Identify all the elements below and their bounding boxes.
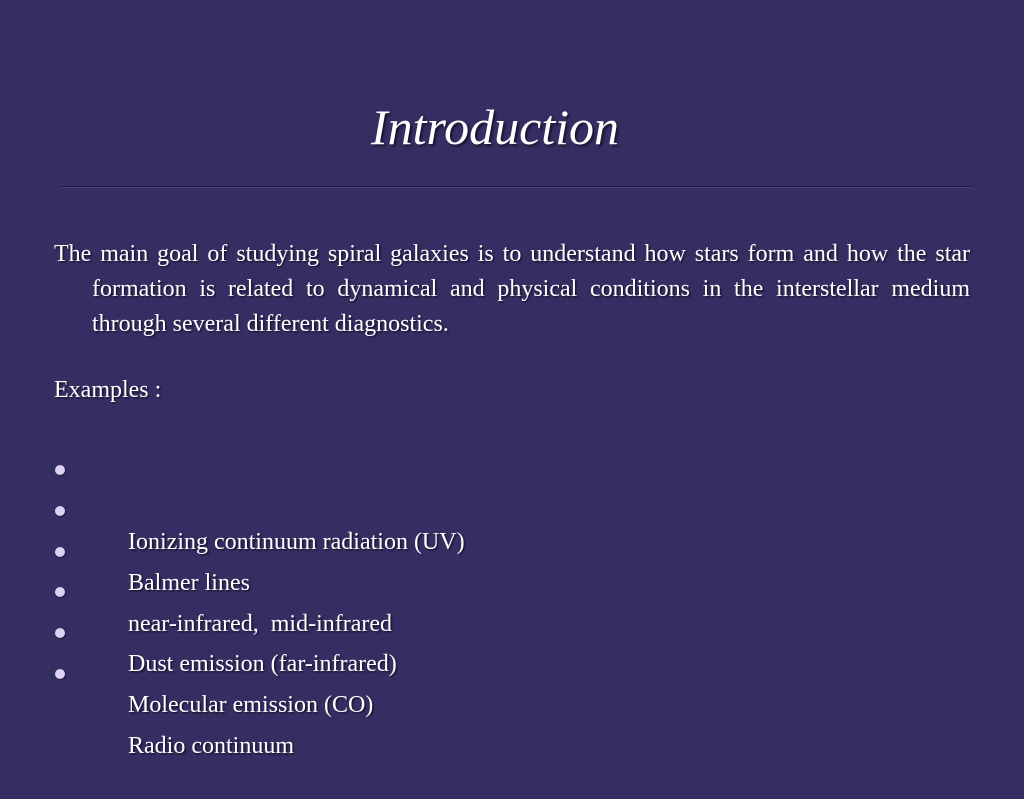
bullet-icon	[55, 465, 65, 475]
bullet-icon	[55, 628, 65, 638]
list-item	[54, 455, 465, 555]
list-item-text: Molecular emission (CO)	[128, 692, 374, 719]
bullet-icon	[55, 669, 65, 679]
slide-body	[54, 237, 970, 342]
slide-title: Introduction	[370, 99, 620, 155]
examples-list	[54, 455, 465, 759]
list-item-text: Radio continuum	[128, 732, 294, 759]
list-item-text: near-infrared, mid-infrared	[128, 610, 393, 637]
list-item-text: Dust emission (far-infrared)	[128, 651, 397, 678]
list-item-text: Ionizing continuum radiation (UV)	[128, 529, 465, 555]
examples-label: Examples :	[54, 377, 162, 403]
title-divider	[60, 186, 973, 188]
bullet-icon	[55, 547, 65, 557]
intro-paragraph: The main goal of studying spiral galaxies is to understand how stars form and how the star formation is related to dynamical and physical conditions in the interstellar medium through several different diagnostics.	[54, 241, 970, 337]
list-item-text: Balmer lines	[128, 569, 250, 596]
bullet-icon	[55, 587, 65, 597]
bullet-icon	[55, 506, 65, 516]
